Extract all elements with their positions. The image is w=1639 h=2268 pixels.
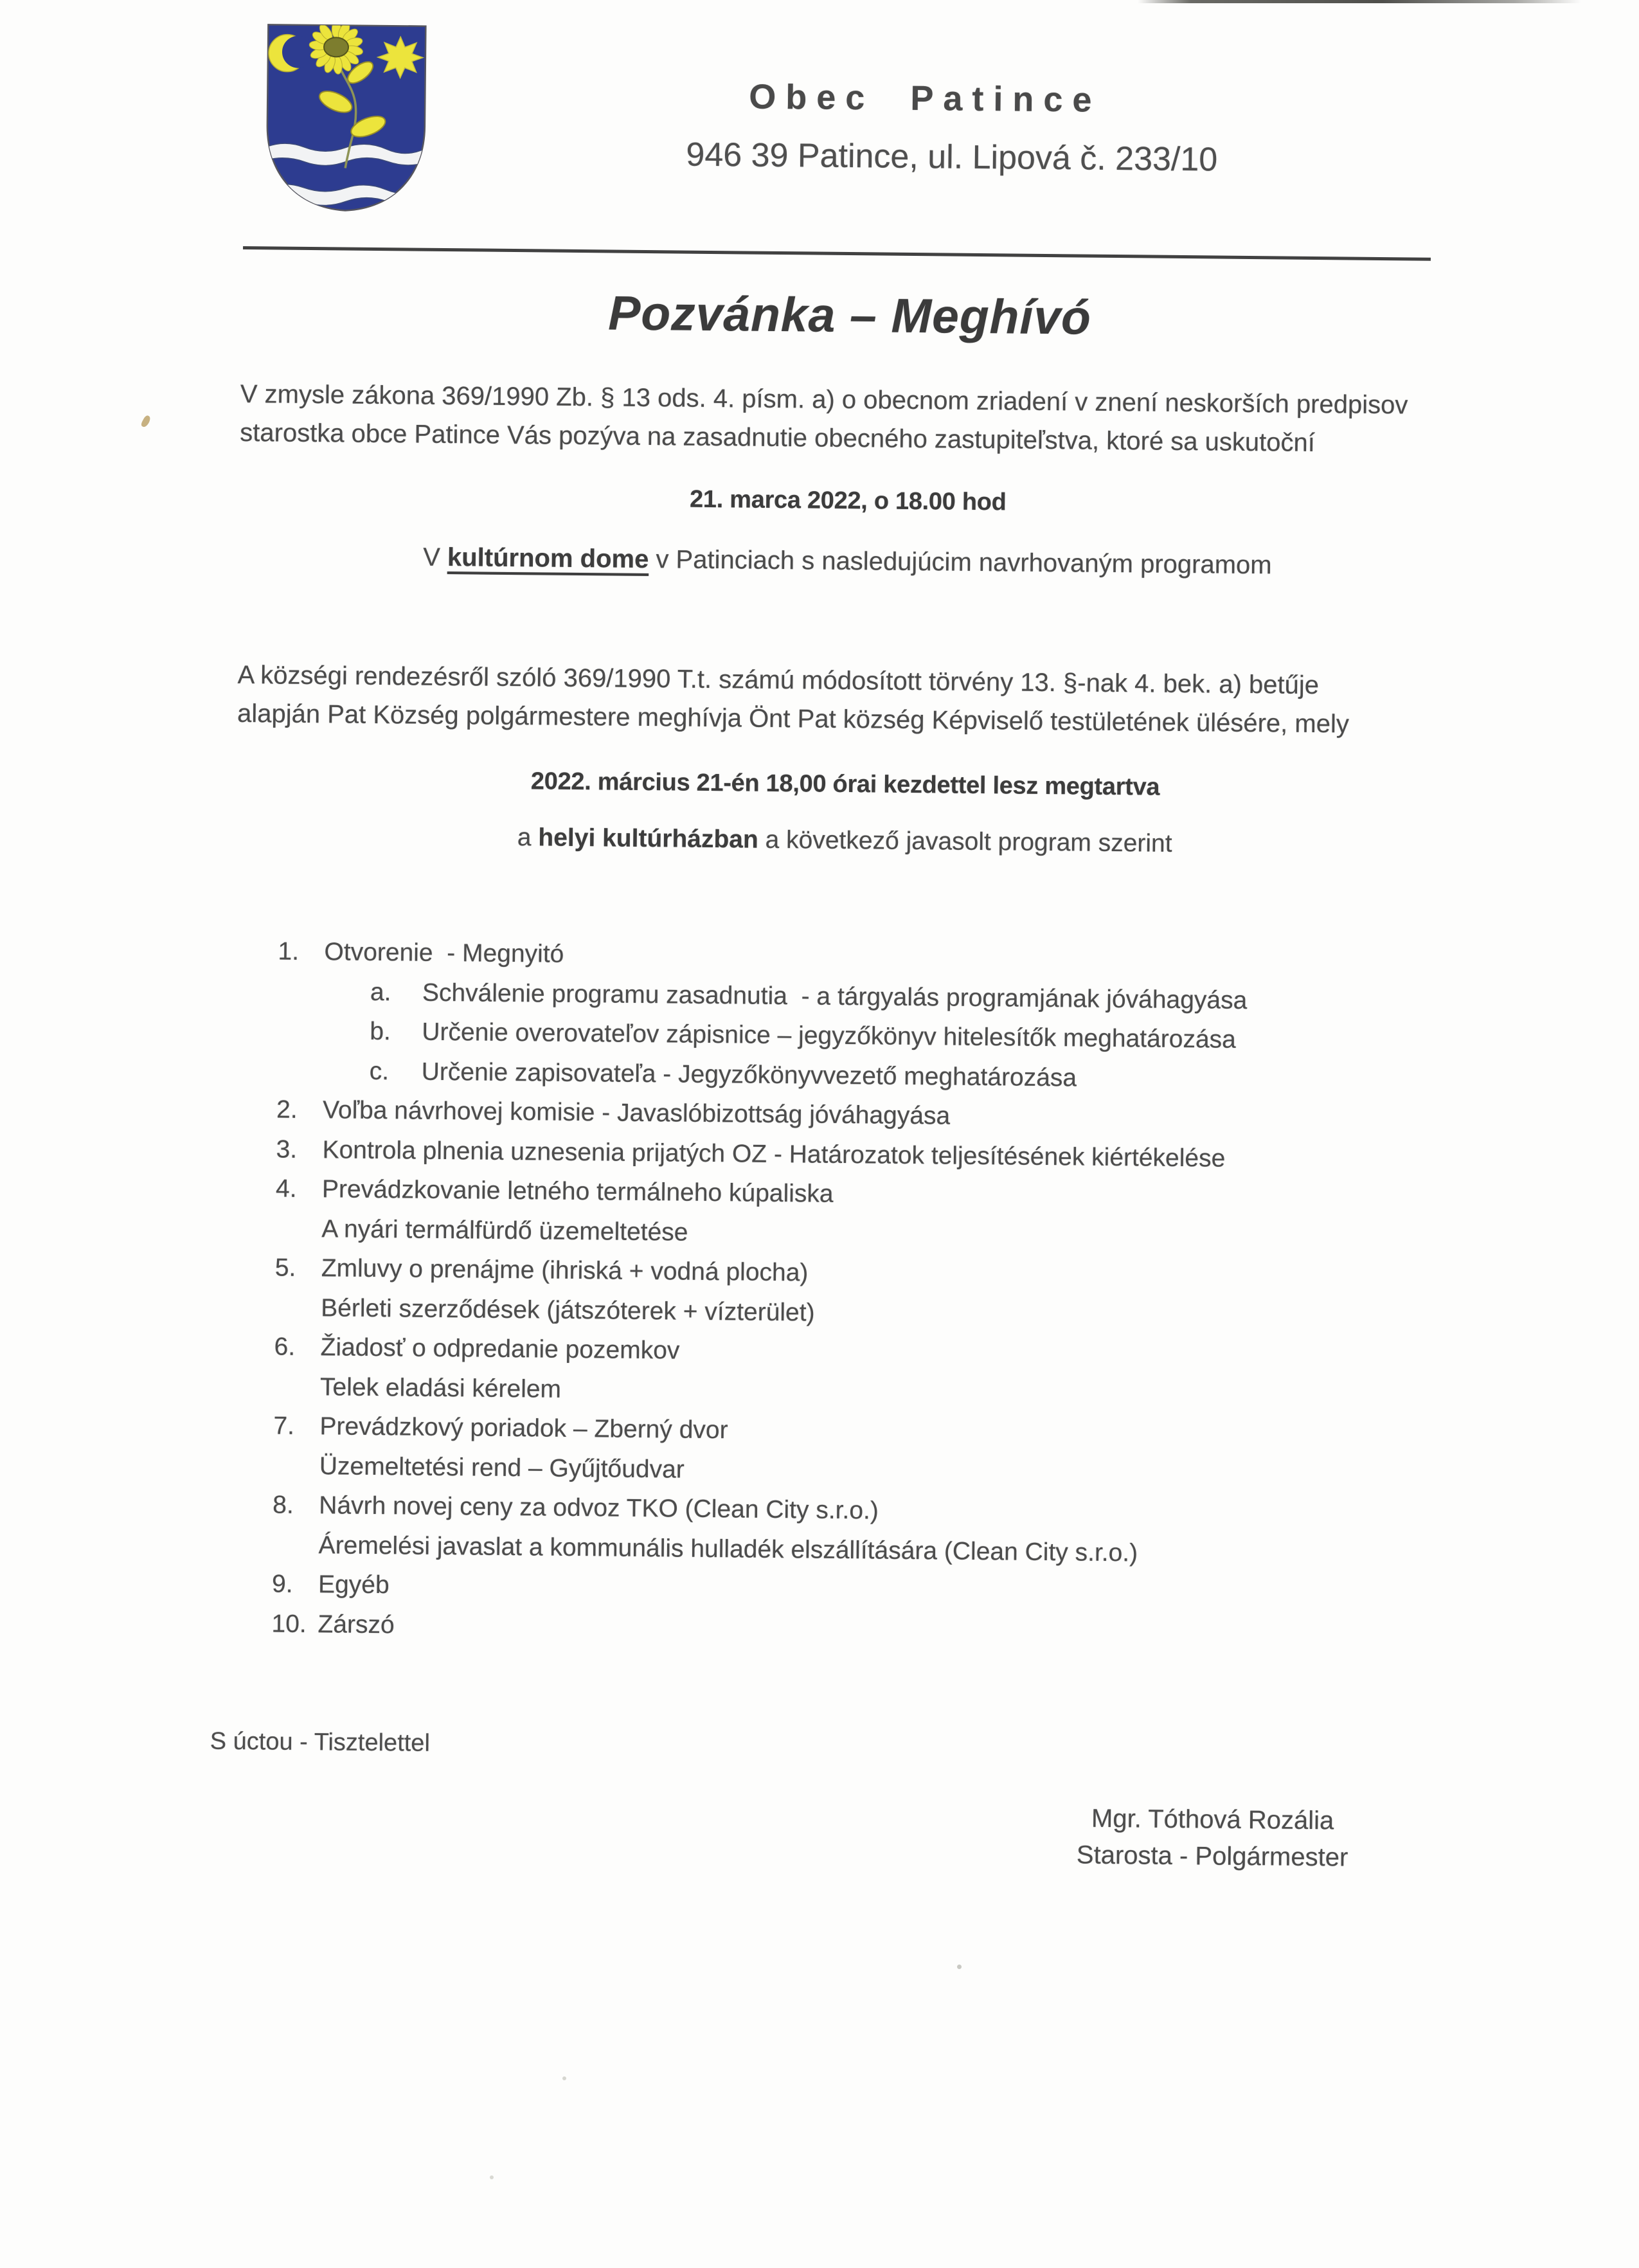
intro-hu-line1: A községi rendezésről szóló 369/1990 T.t. számú módosított törvény 13. §-nak 4. bek. a) betűje [237,660,1320,700]
agenda-marker: c. [369,1057,390,1085]
agenda-text: Telek eladási kérelem [319,1372,562,1403]
venue-hu-place: helyi kultúrházban [538,824,759,854]
meeting-datetime-sk: 21. marca 2022, o 18.00 hod [689,485,1007,516]
document-title: Pozvánka – Meghívó [607,285,1092,345]
agenda-text: Egyéb [318,1571,390,1599]
header-divider [243,246,1431,261]
agenda-list [226,937,1455,1661]
agenda-text: Schválenie programu zasadnutia - a tárgyalás programjának jóváhagyása [422,978,1248,1014]
agenda-text: Návrh novej ceny za odvoz TKO (Clean City s.r.o.) [319,1491,879,1525]
signature-name: Mgr. Tóthová Rozália [1091,1804,1334,1835]
agenda-text: Voľba návrhovej komisie - Javaslóbizottság jóváhagyása [322,1096,951,1130]
agenda-text: Prevádzkový poriadok – Zberný dvor [319,1412,728,1444]
agenda-text: Üzemeltetési rend – Gyűjtőudvar [319,1452,685,1484]
venue-line-hu [233,821,1456,861]
agenda-text: Áremelési javaslat a kommunális hulladék elszállítására (Clean City s.r.o.) [318,1531,1138,1567]
intro-sk-line2: starostka obce Patince Vás pozýva na zasadnutie obecného zastupiteľstva, ktoré sa uskutoční [240,418,1316,458]
venue-line-sk [236,541,1458,582]
scan-speck [562,2076,566,2080]
org-address: 946 39 Patince, ul. Lipová č. 233/10 [686,136,1218,179]
agenda-text: Otvorenie - Megnyitó [324,938,564,968]
agenda-marker: 9. [271,1570,293,1598]
scan-speck [957,1965,962,1969]
closing-salutation: S úctou - Tisztelettel [210,1727,431,1757]
agenda-marker: 6. [274,1333,296,1361]
agenda-text: Zmluvy o prenájme (ihriská + vodná plocha) [321,1254,809,1287]
scan-speck [490,2175,494,2179]
agenda-text: A nyári termálfürdő üzemeltetése [321,1214,688,1246]
intro-paragraph-sk [240,375,1460,464]
agenda-marker: 3. [276,1135,298,1164]
intro-hu-line2: alapján Pat Község polgármestere meghívja Önt Pat község Képviselő testületének ülésére, mely [237,699,1350,739]
agenda-marker: 8. [273,1491,294,1519]
intro-paragraph-hu [237,656,1458,744]
signature-title: Starosta - Polgármester [1076,1841,1348,1872]
agenda-marker: a. [370,978,391,1006]
venue-sk-prefix: V [422,543,448,572]
agenda-text: Prevádzkovanie letného termálneho kúpaliska [321,1175,834,1208]
agenda-text: Bérleti szerződések (játszóterek + vízterület) [321,1293,815,1327]
venue-sk-place: kultúrnom dome [447,543,649,574]
agenda-text: Zárszó [318,1610,395,1639]
agenda-marker: 1. [278,937,300,966]
agenda-marker: 4. [275,1174,297,1203]
venue-hu-suffix: a következő javasolt program szerint [758,825,1172,858]
sunflower-center [324,37,348,57]
agenda-text: Žiadosť o odpredanie pozemkov [320,1333,680,1365]
venue-sk-suffix: v Patinciach s nasledujúcim navrhovaným programom [649,545,1272,580]
signature-block [1032,1800,1393,1877]
intro-sk-line1: V zmysle zákona 369/1990 Zb. § 13 ods. 4. písm. a) o obecnom zriadení v znení neskorších predpisov [240,379,1408,420]
star [378,37,424,78]
agenda-text: Určenie zapisovateľa - Jegyzőkönyvvezető meghatározása [421,1058,1077,1092]
agenda-marker: 5. [274,1254,296,1282]
agenda-marker: 7. [273,1412,295,1440]
agenda-marker: 2. [276,1095,298,1124]
agenda-text: Určenie overovateľov zápisnice – jegyzőkönyv hitelesítők meghatározása [422,1018,1237,1054]
agenda-marker: 10. [271,1610,307,1638]
agenda-text: Kontrola plnenia uznesenia prijatých OZ - Határozatok teljesítésének kiértékelése [322,1135,1226,1173]
org-name: Obec Patince [749,77,1102,120]
venue-hu-prefix: a [517,824,539,852]
patince-coat-of-arms [263,22,430,213]
meeting-datetime-hu: 2022. március 21-én 18,00 órai kezdettel lesz megtartva [530,768,1160,801]
scan-edge-artifact [1138,0,1581,3]
agenda-marker: b. [370,1017,391,1046]
